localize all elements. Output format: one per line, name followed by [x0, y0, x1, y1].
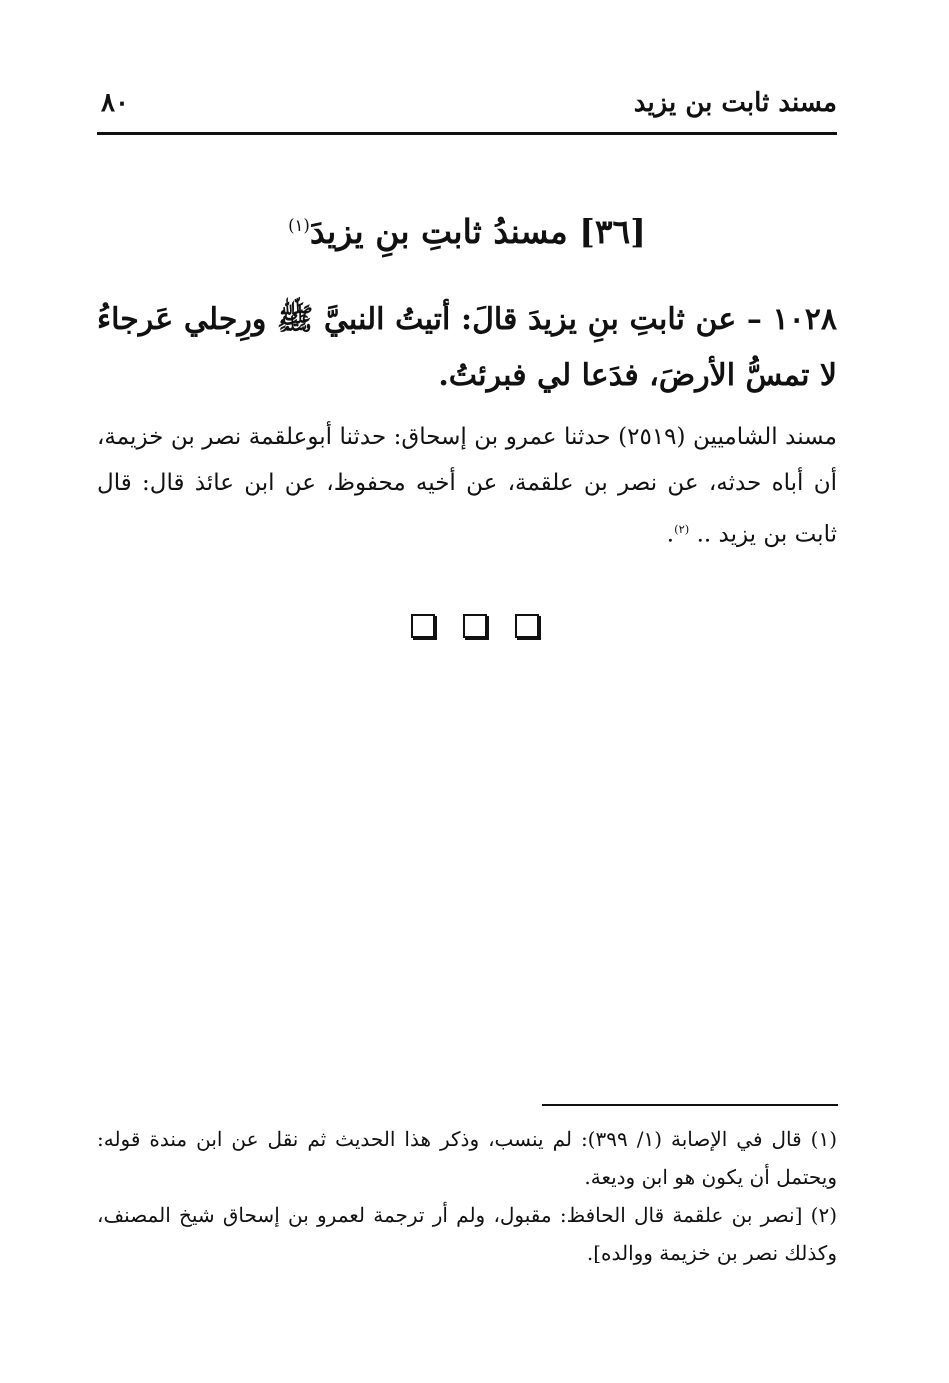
section-title [97, 212, 837, 251]
section-separator-ornament [0, 614, 949, 638]
page-number: ٨٠ [101, 88, 129, 118]
ornament-square-icon [411, 614, 435, 638]
footnote-ref-2[interactable]: (٢) [674, 522, 690, 536]
footnote-text: [نصر بن علقمة قال الحافظ: مقبول، ولم أر ترجمة لعمرو بن إسحاق شيخ المصنف، وكذلك نصر بن خزيمة ووالده]. [97, 1203, 837, 1265]
footnote-1 [97, 1120, 837, 1196]
hadith-source-end: . [666, 521, 675, 548]
ornament-square-icon [515, 614, 539, 638]
footnotes [97, 1120, 837, 1272]
running-header [97, 86, 837, 135]
footnote-divider [542, 1104, 838, 1106]
footnote-text: قال في الإصابة (١/ ٣٩٩): لم ينسب، وذكر هذا الحديث ثم نقل عن ابن مندة قوله: ويحتمل أن يكون هو ابن وديعة. [97, 1127, 837, 1189]
footnote-ref-1[interactable]: (١) [288, 216, 310, 235]
hadith-source [97, 414, 837, 558]
hadith-source-text: مسند الشاميين (٢٥١٩) حدثنا عمرو بن إسحاق: حدثنا أبوعلقمة نصر بن خزيمة، أن أباه حدثه، عن نصر بن علقمة، عن أخيه محفوظ، عن ابن عائذ قال: قال ثابت بن يزيد .. [97, 424, 837, 548]
section-title-text: [٣٦] مسندُ ثابتِ بنِ يزيدَ [309, 212, 646, 251]
ornament-square-icon [463, 614, 487, 638]
running-title: مسند ثابت بن يزيد [633, 88, 837, 118]
footnote-2 [97, 1196, 837, 1272]
footnote-number: (١) [810, 1127, 837, 1151]
footnote-number: (٢) [810, 1203, 837, 1227]
hadith-text: ١٠٢٨ – عن ثابتِ بنِ يزيدَ قالَ: أتيتُ النبيَّ ﷺ ورِجلي عَرجاءُ لا تمسُّ الأرضَ، فدَعا لي فبرئتُ. [97, 302, 837, 393]
